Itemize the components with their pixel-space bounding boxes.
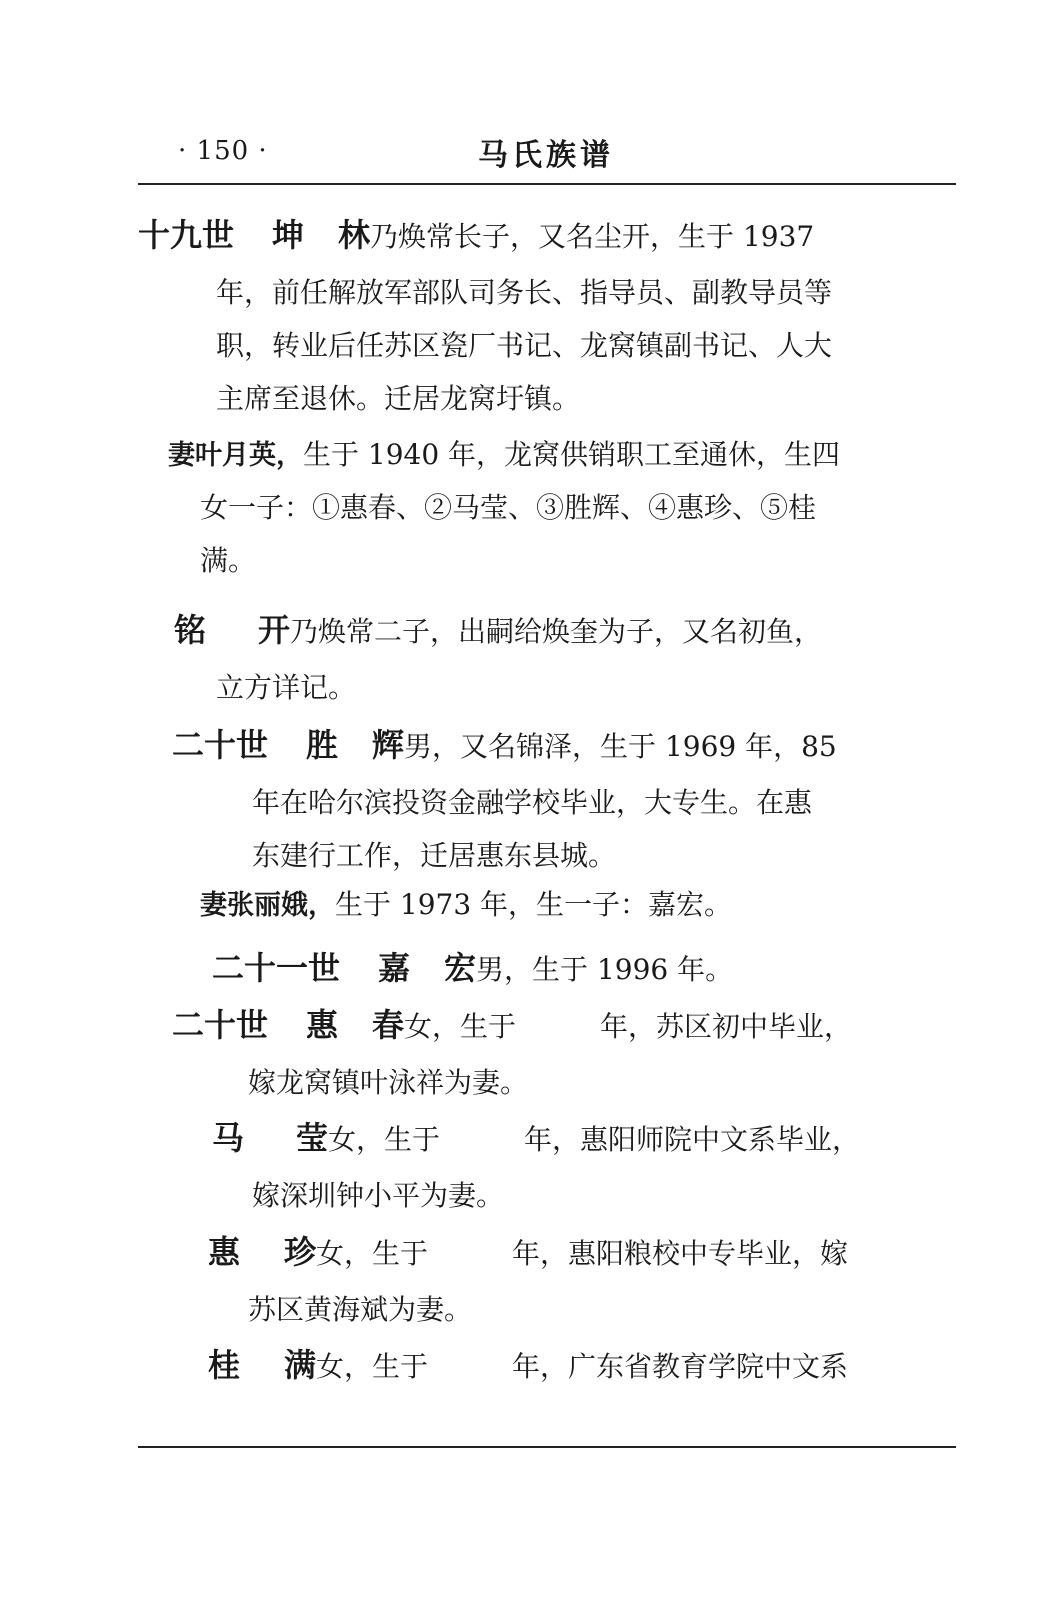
generation-label: 十九世	[138, 216, 235, 254]
entry-text: 生于 1940 年，龙窝供销职工至通休，生四	[303, 438, 841, 471]
entry-text: 女，生于 年，广东省教育学院中文系	[316, 1350, 849, 1383]
person-name-second: 满	[284, 1346, 317, 1384]
person-name-first: 桂	[208, 1346, 241, 1384]
entry-text: 女，生于 年，苏区初中毕业，	[404, 1010, 853, 1043]
person-name-first: 马	[212, 1119, 245, 1157]
entry-first-line	[174, 600, 822, 661]
header-rule	[138, 183, 956, 185]
entry-text: 生于 1973 年，生一子：嘉宏。	[335, 888, 733, 921]
person-name-first: 惠	[306, 1006, 339, 1044]
entry-shenghui	[172, 715, 837, 882]
entry-text: 苏区黄海斌为妻。	[248, 1292, 473, 1326]
person-name-second: 宏	[444, 949, 477, 987]
page-header	[138, 128, 956, 176]
entry-first-line	[138, 205, 832, 266]
entry-jiahong	[212, 938, 733, 999]
entry-huizhen	[208, 1222, 848, 1336]
spouse-label: 妻张丽娥，	[200, 890, 335, 921]
entry-text: 年，前任解放军部队司务长、指导员、副教导员等	[216, 275, 833, 309]
entry-text: 女，生于 年，惠阳粮校中专毕业，嫁	[316, 1237, 849, 1270]
entry-wife-yeyueying	[168, 428, 840, 588]
person-name-first: 惠	[208, 1233, 241, 1271]
entry-first-line	[208, 1335, 848, 1396]
entry-huichun	[172, 995, 852, 1109]
person-name-second: 辉	[372, 726, 405, 764]
entry-first-line	[208, 1222, 848, 1283]
person-name-second: 莹	[296, 1119, 329, 1157]
entry-text: 满。	[200, 544, 257, 578]
entry-text: 女一子：①惠春、②马莹、③胜辉、④惠珍、⑤桂	[200, 491, 817, 525]
entry-text: 男，生于 1996 年。	[476, 953, 734, 986]
entry-first-line	[200, 878, 732, 931]
entry-text: 女，生于 年，惠阳师院中文系毕业，	[328, 1123, 861, 1156]
generation-label: 二十世	[172, 726, 269, 764]
entry-text: 东建行工作，迁居惠东县城。	[252, 838, 617, 872]
entry-text: 职，转业后任苏区瓷厂书记、龙窝镇副书记、人大	[216, 328, 833, 362]
entry-kunlin	[138, 205, 832, 425]
entry-text: 年在哈尔滨投资金融学校毕业，大专生。在惠	[252, 785, 813, 819]
entry-first-line	[172, 715, 837, 776]
generation-label: 二十一世	[212, 949, 341, 987]
entry-guiman	[208, 1335, 848, 1396]
entry-text: 嫁深圳钟小平为妻。	[252, 1178, 505, 1212]
person-name-first: 胜	[306, 726, 339, 764]
entry-text: 嫁龙窝镇叶泳祥为妻。	[248, 1065, 529, 1099]
entry-wife-zhanglie	[200, 878, 732, 931]
entry-first-line	[212, 938, 733, 999]
person-name-second: 林	[338, 216, 371, 254]
entry-text: 立方详记。	[216, 670, 357, 704]
running-title: 马氏族谱	[478, 138, 614, 173]
person-name-first: 坤	[272, 216, 305, 254]
footer-rule	[138, 1446, 956, 1448]
entry-first-line	[168, 428, 840, 481]
page-number: · 150 ·	[178, 136, 268, 166]
entry-text: 男，又名锦泽，生于 1969 年，85	[404, 730, 837, 763]
entry-text: 乃焕常长子，又名尘开，生于 1937	[370, 220, 815, 253]
entry-mingkai	[174, 600, 822, 714]
person-name-first: 嘉	[378, 949, 411, 987]
entry-first-line	[212, 1108, 860, 1169]
entry-maying	[212, 1108, 860, 1222]
person-name-first: 铭	[174, 611, 207, 649]
entry-text: 主席至退休。迁居龙窝圩镇。	[216, 382, 581, 416]
person-name-second: 开	[258, 611, 291, 649]
spouse-label: 妻叶月英，	[168, 440, 303, 471]
person-name-second: 珍	[284, 1233, 317, 1271]
entry-first-line	[172, 995, 852, 1056]
entry-text: 乃焕常二子，出嗣给焕奎为子，又名初鱼，	[290, 615, 823, 648]
generation-label: 二十世	[172, 1006, 269, 1044]
person-name-second: 春	[372, 1006, 405, 1044]
